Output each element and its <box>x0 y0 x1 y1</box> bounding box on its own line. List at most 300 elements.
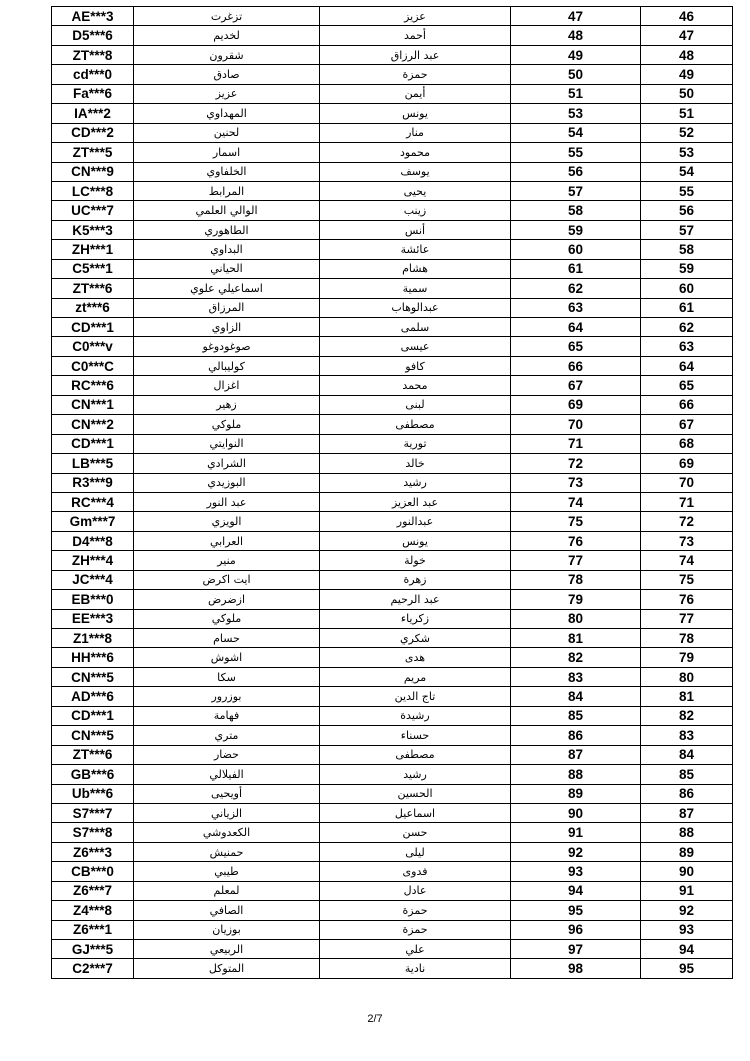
first-name-cell: مصطفى <box>320 415 511 434</box>
table-row <box>52 512 733 531</box>
last-name-cell: كوليبالي <box>134 356 320 375</box>
row-number-cell: 71 <box>641 492 733 511</box>
last-name-cell: ازضرض <box>134 590 320 609</box>
sequence-number-cell: 71 <box>511 434 641 453</box>
row-number-cell: 68 <box>641 434 733 453</box>
table-row <box>52 143 733 162</box>
table-row <box>52 181 733 200</box>
table-row <box>52 492 733 511</box>
last-name-cell: حضار <box>134 745 320 764</box>
sequence-number-cell: 47 <box>511 7 641 26</box>
table-row <box>52 881 733 900</box>
sequence-number-cell: 77 <box>511 551 641 570</box>
page-number: 2/7 <box>367 1013 383 1025</box>
sequence-number-cell: 79 <box>511 590 641 609</box>
row-number-cell: 85 <box>641 765 733 784</box>
sequence-number-cell: 57 <box>511 181 641 200</box>
table-row <box>52 706 733 725</box>
table-row <box>52 629 733 648</box>
row-number-cell: 86 <box>641 784 733 803</box>
row-number-cell: 72 <box>641 512 733 531</box>
row-number-cell: 91 <box>641 881 733 900</box>
id-code-cell: CN***2 <box>52 415 134 434</box>
sequence-number-cell: 73 <box>511 473 641 492</box>
first-name-cell: هدى <box>320 648 511 667</box>
last-name-cell: المتوكل <box>134 959 320 978</box>
id-code-cell: D5***6 <box>52 26 134 45</box>
last-name-cell: الربيعي <box>134 940 320 959</box>
sequence-number-cell: 50 <box>511 65 641 84</box>
last-name-cell: النوايتي <box>134 434 320 453</box>
id-code-cell: CD***2 <box>52 123 134 142</box>
last-name-cell: حمنيش <box>134 842 320 861</box>
sequence-number-cell: 48 <box>511 26 641 45</box>
table-row <box>52 901 733 920</box>
row-number-cell: 80 <box>641 667 733 686</box>
sequence-number-cell: 70 <box>511 415 641 434</box>
sequence-number-cell: 54 <box>511 123 641 142</box>
sequence-number-cell: 85 <box>511 706 641 725</box>
row-number-cell: 58 <box>641 240 733 259</box>
first-name-cell: مريم <box>320 667 511 686</box>
sequence-number-cell: 93 <box>511 862 641 881</box>
table-row <box>52 356 733 375</box>
sequence-number-cell: 96 <box>511 920 641 939</box>
sequence-number-cell: 56 <box>511 162 641 181</box>
sequence-number-cell: 76 <box>511 531 641 550</box>
table-row <box>52 7 733 26</box>
table-row <box>52 45 733 64</box>
last-name-cell: شقرون <box>134 45 320 64</box>
last-name-cell: حسام <box>134 629 320 648</box>
id-code-cell: K5***3 <box>52 220 134 239</box>
row-number-cell: 65 <box>641 376 733 395</box>
last-name-cell: اشوش <box>134 648 320 667</box>
first-name-cell: أنس <box>320 220 511 239</box>
last-name-cell: ملوكي <box>134 415 320 434</box>
row-number-cell: 78 <box>641 629 733 648</box>
first-name-cell: شكري <box>320 629 511 648</box>
first-name-cell: عزيز <box>320 7 511 26</box>
sequence-number-cell: 75 <box>511 512 641 531</box>
sequence-number-cell: 55 <box>511 143 641 162</box>
sequence-number-cell: 83 <box>511 667 641 686</box>
sequence-number-cell: 89 <box>511 784 641 803</box>
id-code-cell: ZT***6 <box>52 745 134 764</box>
first-name-cell: يوسف <box>320 162 511 181</box>
table-row <box>52 162 733 181</box>
candidates-table-body <box>52 7 733 979</box>
first-name-cell: رشيد <box>320 473 511 492</box>
last-name-cell: اغزال <box>134 376 320 395</box>
id-code-cell: CD***1 <box>52 318 134 337</box>
sequence-number-cell: 49 <box>511 45 641 64</box>
row-number-cell: 67 <box>641 415 733 434</box>
sequence-number-cell: 64 <box>511 318 641 337</box>
table-row <box>52 84 733 103</box>
last-name-cell: الطاهوري <box>134 220 320 239</box>
first-name-cell: حمزة <box>320 65 511 84</box>
id-code-cell: HH***6 <box>52 648 134 667</box>
sequence-number-cell: 88 <box>511 765 641 784</box>
id-code-cell: AD***6 <box>52 687 134 706</box>
last-name-cell: زهير <box>134 395 320 414</box>
row-number-cell: 64 <box>641 356 733 375</box>
table-row <box>52 823 733 842</box>
id-code-cell: ZT***8 <box>52 45 134 64</box>
row-number-cell: 84 <box>641 745 733 764</box>
row-number-cell: 70 <box>641 473 733 492</box>
row-number-cell: 92 <box>641 901 733 920</box>
row-number-cell: 62 <box>641 318 733 337</box>
first-name-cell: لبنى <box>320 395 511 414</box>
id-code-cell: EE***3 <box>52 609 134 628</box>
last-name-cell: أويحيى <box>134 784 320 803</box>
row-number-cell: 59 <box>641 259 733 278</box>
table-row <box>52 531 733 550</box>
last-name-cell: البوزيدي <box>134 473 320 492</box>
candidates-table <box>51 6 733 979</box>
table-row <box>52 959 733 978</box>
table-row <box>52 667 733 686</box>
id-code-cell: AE***3 <box>52 7 134 26</box>
table-row <box>52 609 733 628</box>
sequence-number-cell: 60 <box>511 240 641 259</box>
table-row <box>52 745 733 764</box>
row-number-cell: 87 <box>641 803 733 822</box>
last-name-cell: عبد النور <box>134 492 320 511</box>
id-code-cell: Z6***7 <box>52 881 134 900</box>
last-name-cell: اسمار <box>134 143 320 162</box>
row-number-cell: 82 <box>641 706 733 725</box>
row-number-cell: 75 <box>641 570 733 589</box>
table-row <box>52 376 733 395</box>
row-number-cell: 89 <box>641 842 733 861</box>
first-name-cell: ليلى <box>320 842 511 861</box>
sequence-number-cell: 66 <box>511 356 641 375</box>
sequence-number-cell: 59 <box>511 220 641 239</box>
table-row <box>52 220 733 239</box>
first-name-cell: تورية <box>320 434 511 453</box>
sequence-number-cell: 72 <box>511 454 641 473</box>
first-name-cell: أيمن <box>320 84 511 103</box>
last-name-cell: فهامة <box>134 706 320 725</box>
first-name-cell: خولة <box>320 551 511 570</box>
last-name-cell: الصافي <box>134 901 320 920</box>
first-name-cell: عيسى <box>320 337 511 356</box>
first-name-cell: يونس <box>320 104 511 123</box>
last-name-cell: منير <box>134 551 320 570</box>
sequence-number-cell: 87 <box>511 745 641 764</box>
id-code-cell: Gm***7 <box>52 512 134 531</box>
first-name-cell: تاج الدين <box>320 687 511 706</box>
id-code-cell: ZH***4 <box>52 551 134 570</box>
sequence-number-cell: 86 <box>511 726 641 745</box>
last-name-cell: الكعدوشي <box>134 823 320 842</box>
row-number-cell: 50 <box>641 84 733 103</box>
first-name-cell: فدوى <box>320 862 511 881</box>
table-row <box>52 570 733 589</box>
last-name-cell: الوالي العلمي <box>134 201 320 220</box>
last-name-cell: البداوي <box>134 240 320 259</box>
last-name-cell: سكا <box>134 667 320 686</box>
sequence-number-cell: 58 <box>511 201 641 220</box>
id-code-cell: JC***4 <box>52 570 134 589</box>
table-row <box>52 415 733 434</box>
table-row <box>52 279 733 298</box>
first-name-cell: عبدالوهاب <box>320 298 511 317</box>
id-code-cell: C0***C <box>52 356 134 375</box>
table-row <box>52 318 733 337</box>
last-name-cell: متري <box>134 726 320 745</box>
table-row <box>52 920 733 939</box>
first-name-cell: حسناء <box>320 726 511 745</box>
row-number-cell: 76 <box>641 590 733 609</box>
row-number-cell: 73 <box>641 531 733 550</box>
row-number-cell: 94 <box>641 940 733 959</box>
first-name-cell: عائشة <box>320 240 511 259</box>
sequence-number-cell: 94 <box>511 881 641 900</box>
table-row <box>52 687 733 706</box>
first-name-cell: سلمى <box>320 318 511 337</box>
sequence-number-cell: 81 <box>511 629 641 648</box>
table-row <box>52 803 733 822</box>
id-code-cell: CN***1 <box>52 395 134 414</box>
sequence-number-cell: 67 <box>511 376 641 395</box>
sequence-number-cell: 65 <box>511 337 641 356</box>
id-code-cell: GJ***5 <box>52 940 134 959</box>
last-name-cell: المرابط <box>134 181 320 200</box>
row-number-cell: 55 <box>641 181 733 200</box>
id-code-cell: GB***6 <box>52 765 134 784</box>
sequence-number-cell: 97 <box>511 940 641 959</box>
row-number-cell: 57 <box>641 220 733 239</box>
last-name-cell: طيبي <box>134 862 320 881</box>
row-number-cell: 83 <box>641 726 733 745</box>
row-number-cell: 51 <box>641 104 733 123</box>
first-name-cell: مصطفى <box>320 745 511 764</box>
table-row <box>52 473 733 492</box>
id-code-cell: C0***v <box>52 337 134 356</box>
first-name-cell: حمزة <box>320 901 511 920</box>
id-code-cell: ZT***6 <box>52 279 134 298</box>
first-name-cell: محمود <box>320 143 511 162</box>
table-row <box>52 590 733 609</box>
sequence-number-cell: 98 <box>511 959 641 978</box>
id-code-cell: IA***2 <box>52 104 134 123</box>
id-code-cell: D4***8 <box>52 531 134 550</box>
table-row <box>52 259 733 278</box>
id-code-cell: CD***1 <box>52 434 134 453</box>
last-name-cell: لحنين <box>134 123 320 142</box>
last-name-cell: ملوكي <box>134 609 320 628</box>
first-name-cell: زينب <box>320 201 511 220</box>
last-name-cell: الشرادي <box>134 454 320 473</box>
first-name-cell: الحسين <box>320 784 511 803</box>
id-code-cell: cd***0 <box>52 65 134 84</box>
id-code-cell: CD***1 <box>52 706 134 725</box>
row-number-cell: 95 <box>641 959 733 978</box>
first-name-cell: عبدالنور <box>320 512 511 531</box>
table-row <box>52 765 733 784</box>
table-row <box>52 842 733 861</box>
sequence-number-cell: 92 <box>511 842 641 861</box>
sequence-number-cell: 84 <box>511 687 641 706</box>
first-name-cell: حمزة <box>320 920 511 939</box>
last-name-cell: بوزيان <box>134 920 320 939</box>
row-number-cell: 81 <box>641 687 733 706</box>
table-row <box>52 26 733 45</box>
sequence-number-cell: 62 <box>511 279 641 298</box>
id-code-cell: C5***1 <box>52 259 134 278</box>
id-code-cell: RC***6 <box>52 376 134 395</box>
id-code-cell: S7***7 <box>52 803 134 822</box>
row-number-cell: 74 <box>641 551 733 570</box>
row-number-cell: 46 <box>641 7 733 26</box>
id-code-cell: ZT***5 <box>52 143 134 162</box>
last-name-cell: اسماعيلي علوي <box>134 279 320 298</box>
sequence-number-cell: 91 <box>511 823 641 842</box>
row-number-cell: 54 <box>641 162 733 181</box>
table-row <box>52 240 733 259</box>
sequence-number-cell: 95 <box>511 901 641 920</box>
table-row <box>52 862 733 881</box>
id-code-cell: UC***7 <box>52 201 134 220</box>
row-number-cell: 61 <box>641 298 733 317</box>
id-code-cell: LB***5 <box>52 454 134 473</box>
id-code-cell: EB***0 <box>52 590 134 609</box>
first-name-cell: سمية <box>320 279 511 298</box>
table-row <box>52 940 733 959</box>
last-name-cell: المهداوي <box>134 104 320 123</box>
last-name-cell: صادق <box>134 65 320 84</box>
first-name-cell: عبد الرحيم <box>320 590 511 609</box>
row-number-cell: 66 <box>641 395 733 414</box>
first-name-cell: منار <box>320 123 511 142</box>
id-code-cell: Fa***6 <box>52 84 134 103</box>
last-name-cell: العرابي <box>134 531 320 550</box>
id-code-cell: Ub***6 <box>52 784 134 803</box>
table-row <box>52 104 733 123</box>
table-row <box>52 395 733 414</box>
id-code-cell: CB***0 <box>52 862 134 881</box>
row-number-cell: 63 <box>641 337 733 356</box>
last-name-cell: الويزي <box>134 512 320 531</box>
first-name-cell: رشيد <box>320 765 511 784</box>
id-code-cell: Z6***3 <box>52 842 134 861</box>
last-name-cell: الخلفاوي <box>134 162 320 181</box>
row-number-cell: 53 <box>641 143 733 162</box>
id-code-cell: R3***9 <box>52 473 134 492</box>
row-number-cell: 69 <box>641 454 733 473</box>
id-code-cell: ZH***1 <box>52 240 134 259</box>
first-name-cell: زكرياء <box>320 609 511 628</box>
first-name-cell: أحمد <box>320 26 511 45</box>
last-name-cell: الفيلالي <box>134 765 320 784</box>
id-code-cell: C2***7 <box>52 959 134 978</box>
last-name-cell: الزاوي <box>134 318 320 337</box>
table-row <box>52 726 733 745</box>
row-number-cell: 77 <box>641 609 733 628</box>
first-name-cell: خالد <box>320 454 511 473</box>
sequence-number-cell: 82 <box>511 648 641 667</box>
first-name-cell: يونس <box>320 531 511 550</box>
id-code-cell: CN***5 <box>52 726 134 745</box>
id-code-cell: RC***4 <box>52 492 134 511</box>
first-name-cell: نادية <box>320 959 511 978</box>
row-number-cell: 93 <box>641 920 733 939</box>
table-row <box>52 201 733 220</box>
last-name-cell: الحياني <box>134 259 320 278</box>
table-row <box>52 434 733 453</box>
table-row <box>52 454 733 473</box>
first-name-cell: زهرة <box>320 570 511 589</box>
table-row <box>52 337 733 356</box>
table-row <box>52 65 733 84</box>
last-name-cell: ايت اكرض <box>134 570 320 589</box>
table-row <box>52 298 733 317</box>
first-name-cell: كافو <box>320 356 511 375</box>
id-code-cell: S7***8 <box>52 823 134 842</box>
first-name-cell: عبد الرزاق <box>320 45 511 64</box>
first-name-cell: علي <box>320 940 511 959</box>
sequence-number-cell: 74 <box>511 492 641 511</box>
first-name-cell: رشيدة <box>320 706 511 725</box>
first-name-cell: اسماعيل <box>320 803 511 822</box>
first-name-cell: حسن <box>320 823 511 842</box>
last-name-cell: المرزاق <box>134 298 320 317</box>
id-code-cell: zt***6 <box>52 298 134 317</box>
last-name-cell: صوغودوغو <box>134 337 320 356</box>
sequence-number-cell: 51 <box>511 84 641 103</box>
row-number-cell: 90 <box>641 862 733 881</box>
row-number-cell: 47 <box>641 26 733 45</box>
last-name-cell: عزيز <box>134 84 320 103</box>
last-name-cell: لمعلم <box>134 881 320 900</box>
sequence-number-cell: 63 <box>511 298 641 317</box>
table-row <box>52 551 733 570</box>
row-number-cell: 79 <box>641 648 733 667</box>
sequence-number-cell: 69 <box>511 395 641 414</box>
id-code-cell: CN***9 <box>52 162 134 181</box>
table-row <box>52 123 733 142</box>
id-code-cell: Z6***1 <box>52 920 134 939</box>
id-code-cell: CN***5 <box>52 667 134 686</box>
row-number-cell: 48 <box>641 45 733 64</box>
first-name-cell: هشام <box>320 259 511 278</box>
first-name-cell: عادل <box>320 881 511 900</box>
row-number-cell: 56 <box>641 201 733 220</box>
sequence-number-cell: 61 <box>511 259 641 278</box>
row-number-cell: 88 <box>641 823 733 842</box>
id-code-cell: Z1***8 <box>52 629 134 648</box>
last-name-cell: لخديم <box>134 26 320 45</box>
id-code-cell: LC***8 <box>52 181 134 200</box>
first-name-cell: عبد العزيز <box>320 492 511 511</box>
last-name-cell: تزغرت <box>134 7 320 26</box>
sequence-number-cell: 78 <box>511 570 641 589</box>
last-name-cell: بوزرور <box>134 687 320 706</box>
last-name-cell: الزياني <box>134 803 320 822</box>
id-code-cell: Z4***8 <box>52 901 134 920</box>
first-name-cell: يحيى <box>320 181 511 200</box>
sequence-number-cell: 90 <box>511 803 641 822</box>
table-row <box>52 784 733 803</box>
row-number-cell: 52 <box>641 123 733 142</box>
sequence-number-cell: 53 <box>511 104 641 123</box>
table-row <box>52 648 733 667</box>
row-number-cell: 49 <box>641 65 733 84</box>
